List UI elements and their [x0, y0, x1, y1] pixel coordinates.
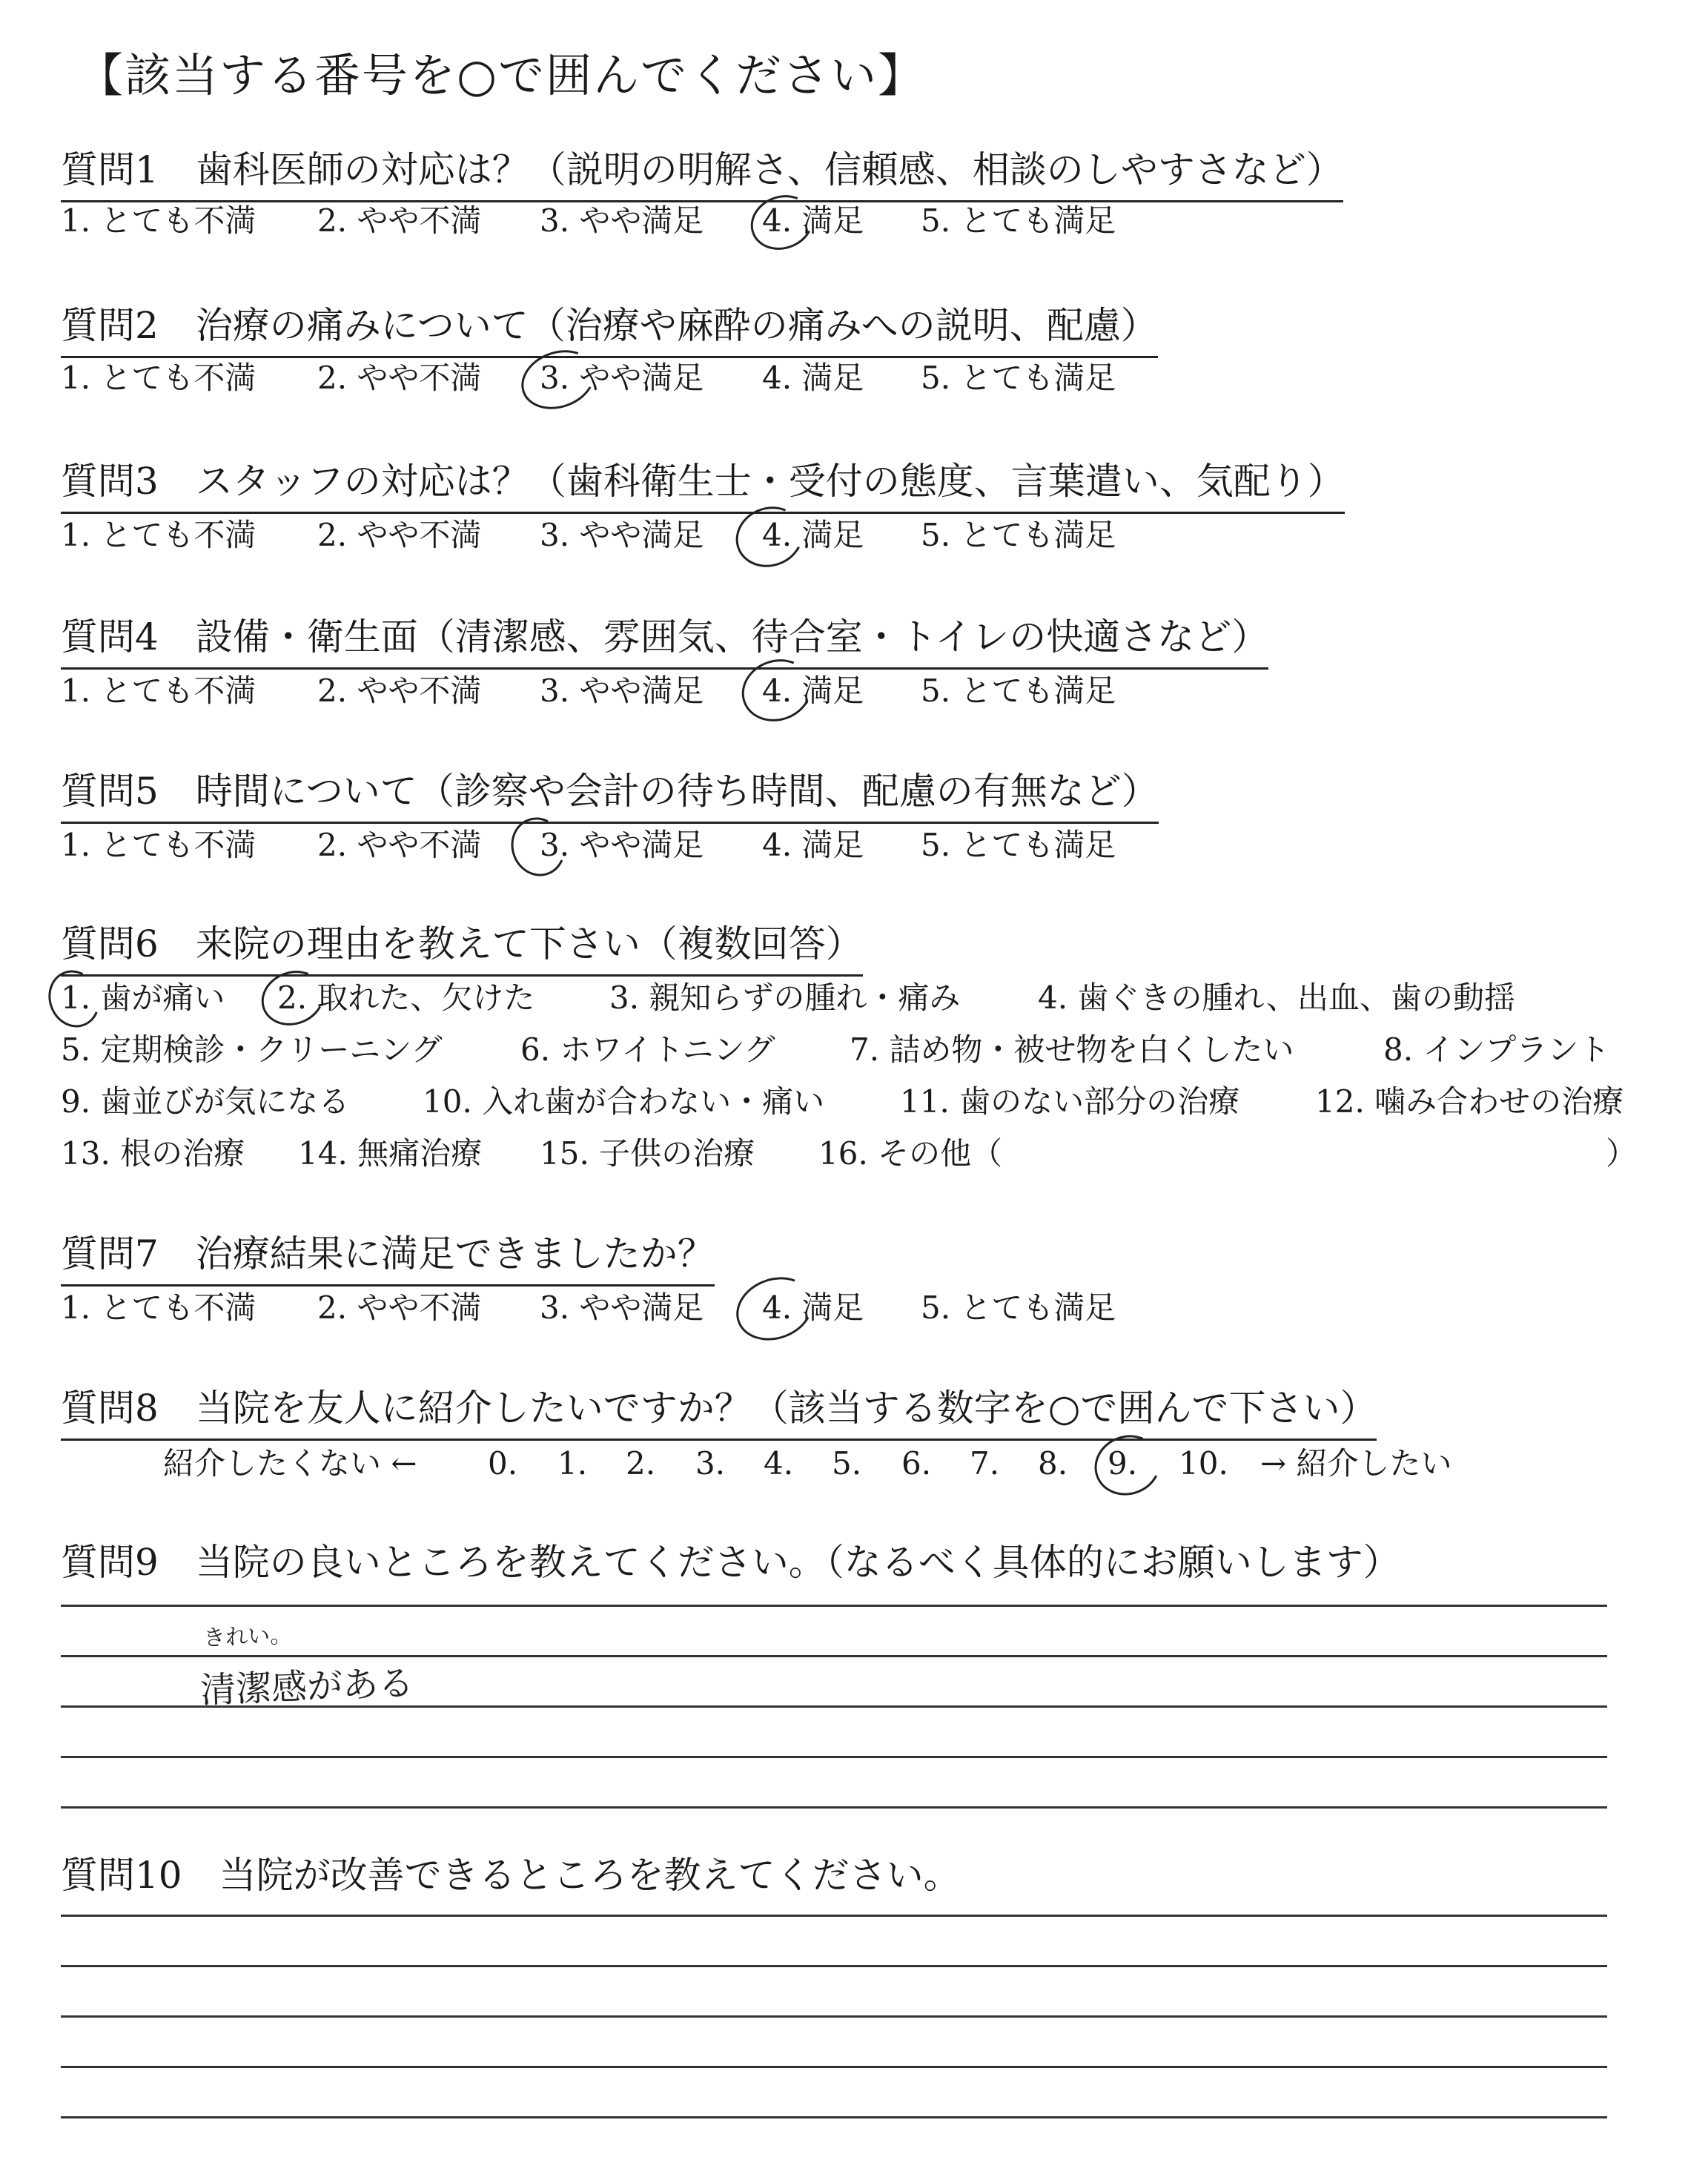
- answer-line[interactable]: [61, 1965, 1607, 1967]
- recommend-7[interactable]: 7.: [970, 1445, 1000, 1482]
- reason-16[interactable]: 16. その他（: [818, 1135, 1003, 1172]
- reason-8[interactable]: 8. インプラント: [1383, 1031, 1610, 1068]
- reason-7[interactable]: 7. 詰め物・被せ物を白くしたい: [850, 1031, 1294, 1068]
- answer-line[interactable]: [61, 1655, 1607, 1657]
- recommend-8[interactable]: 8.: [1038, 1445, 1068, 1482]
- option-3[interactable]: 3. やや満足: [540, 1289, 704, 1326]
- reason-9[interactable]: 9. 歯並びが気になる: [61, 1083, 350, 1120]
- option-2[interactable]: 2. やや不満: [317, 673, 482, 709]
- reason-10[interactable]: 10. 入れ歯が合わない・痛い: [423, 1083, 825, 1120]
- option-3[interactable]: 3. やや満足: [540, 517, 704, 553]
- option-5[interactable]: 5. とても満足: [921, 360, 1116, 396]
- reason-5[interactable]: 5. 定期検診・クリーニング: [61, 1031, 443, 1068]
- option-1[interactable]: 1. とても不満: [61, 827, 256, 863]
- reason-6[interactable]: 6. ホワイトニング: [520, 1031, 775, 1068]
- question-7-title: 質問7 治療結果に満足できましたか？: [61, 1229, 715, 1287]
- reason-13[interactable]: 13. 根の治療: [61, 1135, 245, 1172]
- question-8-title: 質問8 当院を友人に紹介したいですか？（該当する数字を○で囲んで下さい）: [61, 1384, 1377, 1441]
- option-1[interactable]: 1. とても不満: [61, 360, 256, 396]
- answer-line[interactable]: [61, 2066, 1607, 2068]
- reason-12[interactable]: 12. 噛み合わせの治療: [1315, 1083, 1624, 1120]
- reason-14[interactable]: 14. 無痛治療: [298, 1135, 483, 1172]
- option-2[interactable]: 2. やや不満: [317, 517, 482, 553]
- question-3-title: 質問3 スタッフの対応は？（歯科衛生士・受付の態度、言葉遣い、気配り）: [61, 457, 1345, 514]
- reason-1[interactable]: 1. 歯が痛い: [61, 980, 225, 1016]
- option-4[interactable]: 4. 満足: [762, 360, 864, 396]
- option-4[interactable]: 4. 満足: [762, 827, 864, 863]
- reason-15[interactable]: 15. 子供の治療: [540, 1135, 755, 1172]
- other-close-paren: ）: [1606, 1135, 1638, 1172]
- answer-line[interactable]: [61, 1806, 1607, 1809]
- answer-line[interactable]: [61, 1756, 1607, 1758]
- option-5[interactable]: 5. とても満足: [921, 1289, 1116, 1326]
- option-3[interactable]: 3. やや満足: [540, 360, 704, 396]
- reason-3[interactable]: 3. 親知らずの腫れ・痛み: [609, 980, 961, 1016]
- option-5[interactable]: 5. とても満足: [921, 673, 1116, 709]
- recommend-right-label: → 紹介したい: [1260, 1445, 1452, 1482]
- option-4[interactable]: 4. 満足: [762, 517, 864, 553]
- option-1[interactable]: 1. とても不満: [61, 517, 256, 553]
- option-5[interactable]: 5. とても満足: [921, 202, 1116, 239]
- answer-line[interactable]: [61, 2015, 1607, 2018]
- answer-line[interactable]: [61, 1605, 1607, 1607]
- question-1-title: 質問1 歯科医師の対応は？（説明の明解さ、信頼感、相談のしやすさなど）: [61, 145, 1343, 202]
- recommend-left-label: 紹介したくない ←: [163, 1445, 417, 1482]
- question-6-title: 質問6 来院の理由を教えて下さい（複数回答）: [61, 919, 863, 977]
- recommend-0[interactable]: 0.: [488, 1445, 518, 1482]
- reason-11[interactable]: 11. 歯のない部分の治療: [900, 1083, 1240, 1120]
- recommend-9[interactable]: 9.: [1108, 1445, 1138, 1482]
- option-3[interactable]: 3. やや満足: [540, 827, 704, 863]
- question-2-title: 質問2 治療の痛みについて（治療や麻酔の痛みへの説明、配慮）: [61, 301, 1158, 358]
- option-3[interactable]: 3. やや満足: [540, 202, 704, 239]
- reason-4[interactable]: 4. 歯ぐきの腫れ、出血、歯の動揺: [1038, 980, 1515, 1016]
- handwritten-answer-2: 清潔感がある: [199, 1662, 415, 1712]
- recommend-1[interactable]: 1.: [557, 1445, 588, 1482]
- option-1[interactable]: 1. とても不満: [61, 673, 256, 709]
- option-2[interactable]: 2. やや不満: [317, 827, 482, 863]
- recommend-5[interactable]: 5.: [832, 1445, 862, 1482]
- option-5[interactable]: 5. とても満足: [921, 517, 1116, 553]
- question-5-title: 質問5 時間について（診察や会計の待ち時間、配慮の有無など）: [61, 767, 1159, 824]
- option-5[interactable]: 5. とても満足: [921, 827, 1116, 863]
- option-4[interactable]: 4. 満足: [762, 1289, 864, 1326]
- recommend-6[interactable]: 6.: [901, 1445, 932, 1482]
- question-4-title: 質問4 設備・衛生面（清潔感、雰囲気、待合室・トイレの快適さなど）: [61, 612, 1268, 670]
- handwritten-answer-1: きれい。: [202, 1622, 293, 1652]
- option-1[interactable]: 1. とても不満: [61, 1289, 256, 1326]
- recommend-2[interactable]: 2.: [626, 1445, 656, 1482]
- page-title: 【該当する番号を○で囲んでください】: [77, 48, 926, 102]
- option-4[interactable]: 4. 満足: [762, 673, 864, 709]
- option-2[interactable]: 2. やや不満: [317, 202, 482, 239]
- answer-line[interactable]: [61, 1915, 1607, 1917]
- option-4[interactable]: 4. 満足: [762, 202, 864, 239]
- question-10-title: 質問10 当院が改善できるところを教えてください。: [61, 1854, 961, 1897]
- option-2[interactable]: 2. やや不満: [317, 1289, 482, 1326]
- question-9-title: 質問9 当院の良いところを教えてください。（なるべく具体的にお願いします）: [61, 1541, 1400, 1584]
- answer-line[interactable]: [61, 2116, 1607, 2118]
- answer-circle: [727, 1266, 822, 1350]
- option-1[interactable]: 1. とても不満: [61, 202, 256, 239]
- option-3[interactable]: 3. やや満足: [540, 673, 704, 709]
- option-2[interactable]: 2. やや不満: [317, 360, 482, 396]
- recommend-10[interactable]: 10.: [1179, 1445, 1228, 1482]
- recommend-4[interactable]: 4.: [764, 1445, 794, 1482]
- reason-2[interactable]: 2. 取れた、欠けた: [277, 980, 535, 1016]
- recommend-3[interactable]: 3.: [695, 1445, 726, 1482]
